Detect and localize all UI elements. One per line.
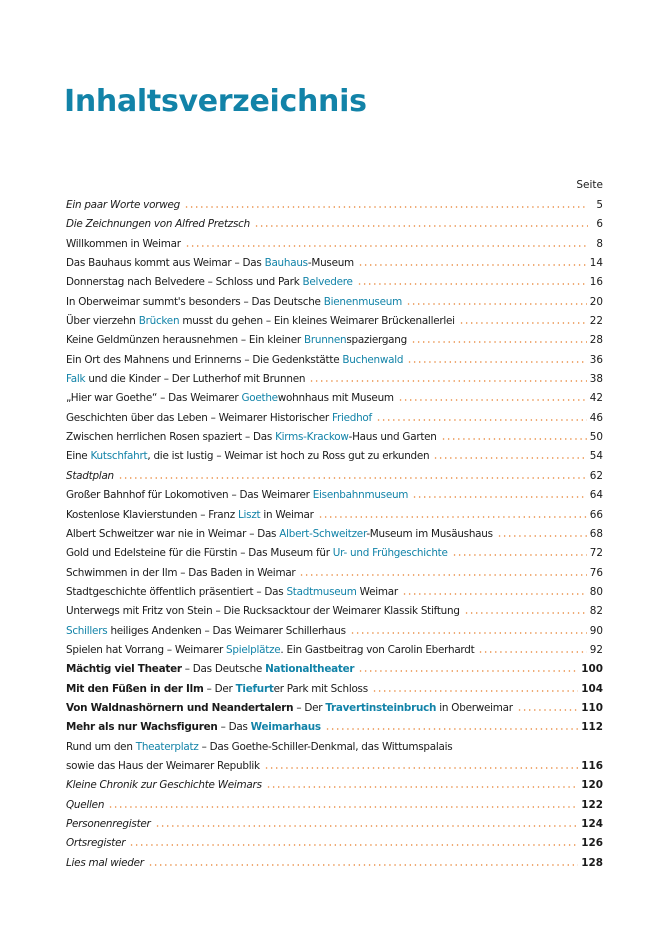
title-text: Großer Bahnhof für Lokomotiven – Das Weimarer bbox=[66, 489, 313, 502]
page-number: 5 bbox=[596, 199, 603, 211]
highlighted-keyword: Falk bbox=[66, 373, 86, 386]
page-number: 64 bbox=[589, 489, 603, 502]
toc-entry[interactable] bbox=[66, 486, 603, 505]
dot-leader bbox=[464, 612, 587, 614]
dot-leader bbox=[406, 303, 587, 305]
toc-entry[interactable] bbox=[66, 273, 603, 292]
page-number: 72 bbox=[589, 547, 603, 560]
page-number: 42 bbox=[589, 392, 603, 405]
dot-leader bbox=[309, 380, 587, 382]
page-number: 6 bbox=[596, 218, 603, 231]
highlighted-keyword: Liszt bbox=[237, 508, 261, 521]
dot-leader bbox=[264, 767, 579, 769]
dot-leader bbox=[184, 206, 588, 208]
title-text: Das Bauhaus kommt aus Weimar – Das bbox=[66, 257, 265, 270]
toc-entry[interactable] bbox=[66, 815, 603, 834]
highlighted-keyword: Tiefurt bbox=[235, 682, 274, 695]
toc-entry-title bbox=[66, 409, 372, 428]
dot-leader bbox=[376, 419, 587, 421]
title-text: -Museum bbox=[307, 257, 354, 270]
toc-entry[interactable] bbox=[66, 718, 603, 737]
highlighted-keyword: Travertinsteinbruch bbox=[325, 701, 437, 714]
highlighted-keyword: Albert-Schweitzer bbox=[279, 527, 367, 540]
page-number: 92 bbox=[589, 643, 603, 656]
toc-entry[interactable] bbox=[66, 409, 603, 428]
toc-entry[interactable] bbox=[66, 641, 603, 660]
title-text: – Der bbox=[203, 682, 236, 695]
toc-entry[interactable] bbox=[66, 235, 603, 254]
title-text: Donnerstag nach Belvedere – Schloss und Park bbox=[66, 276, 303, 289]
title-text: Kleine Chronik zur Geschichte Weimars bbox=[66, 779, 262, 792]
toc-entry-title bbox=[66, 738, 452, 757]
highlighted-keyword: Spielplätze bbox=[226, 643, 281, 656]
highlighted-keyword: Belvedere bbox=[302, 276, 353, 289]
title-text: Die Zeichnungen von Alfred Pretzsch bbox=[66, 218, 250, 231]
title-text: Gold und Edelsteine für die Fürstin – Das Museum für bbox=[66, 547, 333, 560]
title-text: Schwimmen in der Ilm – Das Baden in Weimar bbox=[66, 566, 296, 579]
toc-entry-title bbox=[66, 506, 314, 525]
dot-leader bbox=[452, 554, 587, 556]
title-text: Mehr als nur Wachsfiguren bbox=[66, 721, 218, 734]
dot-leader bbox=[459, 322, 587, 324]
toc-entry-title bbox=[66, 389, 394, 408]
toc-entry[interactable] bbox=[66, 467, 603, 486]
toc-entry-title bbox=[66, 660, 354, 679]
title-text: spaziergang bbox=[346, 334, 407, 347]
dot-leader bbox=[411, 341, 587, 343]
toc-entry-title bbox=[66, 351, 403, 370]
toc-entry-title bbox=[66, 467, 114, 486]
title-text: Kostenlose Klavierstunden – Franz bbox=[66, 508, 238, 521]
dot-leader bbox=[357, 283, 587, 285]
highlighted-keyword: Friedhof bbox=[331, 411, 372, 424]
title-text: – Das bbox=[217, 721, 251, 734]
title-text: Ortsregister bbox=[66, 837, 126, 850]
title-text: – Das Deutsche bbox=[181, 663, 266, 676]
highlighted-keyword: Kutschfahrt bbox=[90, 450, 148, 463]
toc-entry[interactable] bbox=[66, 564, 603, 583]
highlighted-keyword: Nationaltheater bbox=[265, 663, 355, 676]
title-text: Lies mal wieder bbox=[66, 856, 144, 869]
toc-entry[interactable] bbox=[66, 699, 603, 718]
page-title: Inhaltsverzeichnis bbox=[64, 84, 367, 119]
toc-entry-title bbox=[66, 525, 493, 544]
toc-entry[interactable] bbox=[66, 680, 603, 699]
page-number: 50 bbox=[589, 431, 603, 444]
highlighted-keyword: Schillers bbox=[66, 624, 108, 637]
title-text: -Museum im Musäushaus bbox=[366, 527, 493, 540]
toc-entry-title bbox=[66, 699, 513, 718]
title-text: . Ein Gastbeitrag von Carolin Eberhardt bbox=[280, 643, 475, 656]
toc-entry-title bbox=[66, 293, 402, 312]
dot-leader bbox=[148, 864, 579, 866]
dot-leader bbox=[254, 225, 588, 227]
dot-leader bbox=[155, 825, 579, 827]
highlighted-keyword: Theaterplatz bbox=[135, 740, 199, 753]
toc-entry[interactable] bbox=[66, 331, 603, 350]
title-text: Über vierzehn bbox=[66, 315, 139, 328]
title-text: , die ist lustig – Weimar ist hoch zu Ross gut zu erkunden bbox=[147, 450, 430, 463]
toc-entry[interactable] bbox=[66, 776, 603, 795]
dot-leader bbox=[266, 786, 579, 788]
title-text: Rund um den bbox=[66, 740, 136, 753]
toc-entry[interactable] bbox=[66, 254, 603, 273]
dot-leader bbox=[129, 844, 578, 846]
title-text: Von Waldnashörnern und Neandertalern bbox=[66, 701, 294, 714]
page-number: 62 bbox=[589, 469, 603, 482]
toc-entry-title bbox=[66, 235, 181, 254]
toc-entry[interactable] bbox=[66, 757, 603, 776]
page-number: 14 bbox=[589, 257, 603, 270]
page-number: 90 bbox=[589, 624, 603, 637]
dot-leader bbox=[372, 690, 578, 692]
title-text: heiliges Andenken – Das Weimarer Schillerhaus bbox=[107, 624, 346, 637]
toc-entry-title bbox=[66, 215, 250, 234]
page-number: 112 bbox=[581, 721, 603, 734]
toc-entry-title bbox=[66, 680, 368, 699]
toc-entry-title bbox=[66, 428, 437, 447]
highlighted-keyword: Brücken bbox=[138, 315, 180, 328]
title-text: Eine bbox=[66, 450, 91, 463]
title-text: – Der bbox=[293, 701, 326, 714]
dot-leader bbox=[517, 709, 579, 711]
title-text: Keine Geldmünzen herausnehmen – Ein kleiner bbox=[66, 334, 304, 347]
title-text: Personenregister bbox=[66, 818, 151, 830]
toc-entry[interactable] bbox=[66, 447, 603, 466]
highlighted-keyword: Ur- und Frühgeschichte bbox=[332, 547, 448, 560]
title-text: sowie das Haus der Weimarer Republik bbox=[66, 759, 260, 772]
toc-entry-title bbox=[66, 544, 448, 563]
title-text: Weimar bbox=[356, 585, 398, 598]
dot-leader bbox=[441, 438, 587, 440]
toc-entry-title bbox=[66, 796, 104, 815]
highlighted-keyword: Goethe bbox=[241, 392, 278, 405]
toc-entry-title bbox=[66, 583, 398, 602]
dot-leader bbox=[456, 748, 588, 750]
title-text: Spielen hat Vorrang – Weimarer bbox=[66, 643, 227, 656]
page-number: 20 bbox=[589, 295, 603, 308]
page-number: 16 bbox=[589, 276, 603, 289]
dot-leader bbox=[118, 477, 587, 479]
page-number: 76 bbox=[589, 566, 603, 579]
page-number: 128 bbox=[581, 856, 603, 869]
title-text: Stadtplan bbox=[66, 469, 114, 482]
toc-entry-title bbox=[66, 718, 321, 737]
dot-leader bbox=[299, 574, 586, 576]
toc-list bbox=[66, 196, 603, 873]
toc-entry[interactable] bbox=[66, 293, 603, 312]
title-text: in Weimar bbox=[260, 508, 314, 521]
page-number: 28 bbox=[589, 334, 603, 347]
title-text: -Haus und Garten bbox=[348, 431, 437, 444]
toc-entry-title bbox=[66, 254, 354, 273]
dot-leader bbox=[185, 245, 588, 247]
toc-entry-title bbox=[66, 331, 407, 350]
dot-leader bbox=[402, 593, 587, 595]
highlighted-keyword: Kirms-Krackow bbox=[275, 431, 349, 444]
title-text: Geschichten über das Leben – Weimarer Historischer bbox=[66, 411, 332, 424]
title-text: Mit den Füßen in der Ilm bbox=[66, 682, 204, 695]
toc-entry[interactable] bbox=[66, 622, 603, 641]
dot-leader bbox=[433, 457, 586, 459]
toc-entry[interactable] bbox=[66, 854, 603, 873]
page-number: 122 bbox=[581, 798, 603, 811]
title-text: er Park mit Schloss bbox=[273, 682, 368, 695]
page-column-header: Seite bbox=[576, 179, 603, 191]
title-text: Quellen bbox=[66, 798, 105, 811]
highlighted-keyword: Buchenwald bbox=[342, 353, 404, 366]
page-number: 100 bbox=[581, 663, 603, 676]
toc-entry-title bbox=[66, 641, 474, 660]
dot-leader bbox=[412, 496, 587, 498]
toc-entry-title bbox=[66, 622, 346, 641]
page-number: 68 bbox=[589, 527, 603, 540]
toc-entry[interactable] bbox=[66, 660, 603, 679]
page-number: 54 bbox=[589, 450, 603, 463]
page-number: 22 bbox=[589, 315, 603, 328]
dot-leader bbox=[407, 361, 587, 363]
toc-entry-title bbox=[66, 370, 305, 389]
title-text: wohnhaus mit Museum bbox=[277, 392, 394, 405]
toc-entry[interactable] bbox=[66, 583, 603, 602]
title-text: Mächtig viel Theater bbox=[66, 663, 182, 676]
toc-entry-title bbox=[66, 486, 408, 505]
page-number: 116 bbox=[581, 759, 603, 772]
page-number: 80 bbox=[589, 585, 603, 598]
page-number: 36 bbox=[589, 353, 603, 366]
toc-entry[interactable] bbox=[66, 602, 603, 621]
highlighted-keyword: Stadtmuseum bbox=[286, 585, 357, 598]
toc-entry-title bbox=[66, 564, 295, 583]
highlighted-keyword: Bauhaus bbox=[264, 257, 308, 270]
title-text: Willkommen in Weimar bbox=[66, 237, 181, 250]
title-text: Ein paar Worte vorweg bbox=[66, 199, 180, 211]
page-number: 124 bbox=[581, 818, 603, 830]
page-number: 66 bbox=[589, 508, 603, 521]
toc-entry-title bbox=[66, 312, 455, 331]
title-text: und die Kinder – Der Lutherhof mit Brunnen bbox=[85, 373, 306, 386]
title-text: – Das Goethe-Schiller-Denkmal, das Wittumspalais bbox=[198, 740, 453, 753]
dot-leader bbox=[318, 516, 587, 518]
toc-entry-title bbox=[66, 854, 144, 873]
toc-entry[interactable] bbox=[66, 215, 603, 234]
page-number: 46 bbox=[589, 411, 603, 424]
dot-leader bbox=[350, 632, 587, 634]
page-number: 8 bbox=[596, 237, 603, 250]
title-text: „Hier war Goethe“ – Das Weimarer bbox=[66, 392, 242, 405]
dot-leader bbox=[478, 651, 586, 653]
title-text: Ein Ort des Mahnens und Erinnerns – Die Gedenkstätte bbox=[66, 353, 343, 366]
toc-entry-title bbox=[66, 815, 151, 834]
dot-leader bbox=[108, 806, 578, 808]
dot-leader bbox=[398, 399, 587, 401]
highlighted-keyword: Bienenmuseum bbox=[323, 295, 402, 308]
toc-entry[interactable] bbox=[66, 370, 603, 389]
dot-leader bbox=[358, 264, 587, 266]
page-number: 104 bbox=[581, 682, 603, 695]
highlighted-keyword: Brunnen bbox=[303, 334, 347, 347]
page-number: 126 bbox=[581, 837, 603, 850]
toc-entry[interactable] bbox=[66, 544, 603, 563]
title-text: in Oberweimar bbox=[436, 701, 513, 714]
title-text: Stadtgeschichte öffentlich präsentiert – Das bbox=[66, 585, 287, 598]
dot-leader bbox=[497, 535, 587, 537]
page-number: 38 bbox=[589, 373, 603, 386]
toc-entry[interactable] bbox=[66, 428, 603, 447]
title-text: Albert Schweitzer war nie in Weimar – Das bbox=[66, 527, 280, 540]
title-text: In Oberweimar summt's besonders – Das Deutsche bbox=[66, 295, 324, 308]
toc-entry-title bbox=[66, 602, 460, 621]
table-of-contents bbox=[66, 176, 603, 873]
toc-entry-title bbox=[66, 196, 180, 215]
dot-leader bbox=[325, 728, 578, 730]
toc-entry[interactable] bbox=[66, 351, 603, 370]
toc-entry-title bbox=[66, 776, 262, 795]
toc-entry[interactable] bbox=[66, 506, 603, 525]
toc-entry[interactable] bbox=[66, 389, 603, 408]
title-text: Unterwegs mit Fritz von Stein – Die Rucksacktour der Weimarer Klassik Stiftung bbox=[66, 605, 460, 618]
toc-entry[interactable] bbox=[66, 525, 603, 544]
highlighted-keyword: Weimarhaus bbox=[250, 721, 321, 734]
toc-entry[interactable] bbox=[66, 738, 603, 757]
page-number: 82 bbox=[589, 605, 603, 618]
toc-entry-title bbox=[66, 834, 125, 853]
toc-entry[interactable] bbox=[66, 834, 603, 853]
toc-entry-title bbox=[66, 447, 429, 466]
toc-entry-title bbox=[66, 273, 353, 292]
page-number: 110 bbox=[581, 701, 603, 714]
dot-leader bbox=[358, 670, 578, 672]
title-text: musst du gehen – Ein kleines Weimarer Brückenallerlei bbox=[179, 315, 455, 328]
toc-entry-title bbox=[66, 757, 260, 776]
toc-entry[interactable] bbox=[66, 312, 603, 331]
highlighted-keyword: Eisenbahnmuseum bbox=[312, 489, 409, 502]
toc-entry[interactable] bbox=[66, 196, 603, 215]
page-number: 120 bbox=[581, 779, 603, 792]
title-text: Zwischen herrlichen Rosen spaziert – Das bbox=[66, 431, 276, 444]
toc-entry[interactable] bbox=[66, 796, 603, 815]
